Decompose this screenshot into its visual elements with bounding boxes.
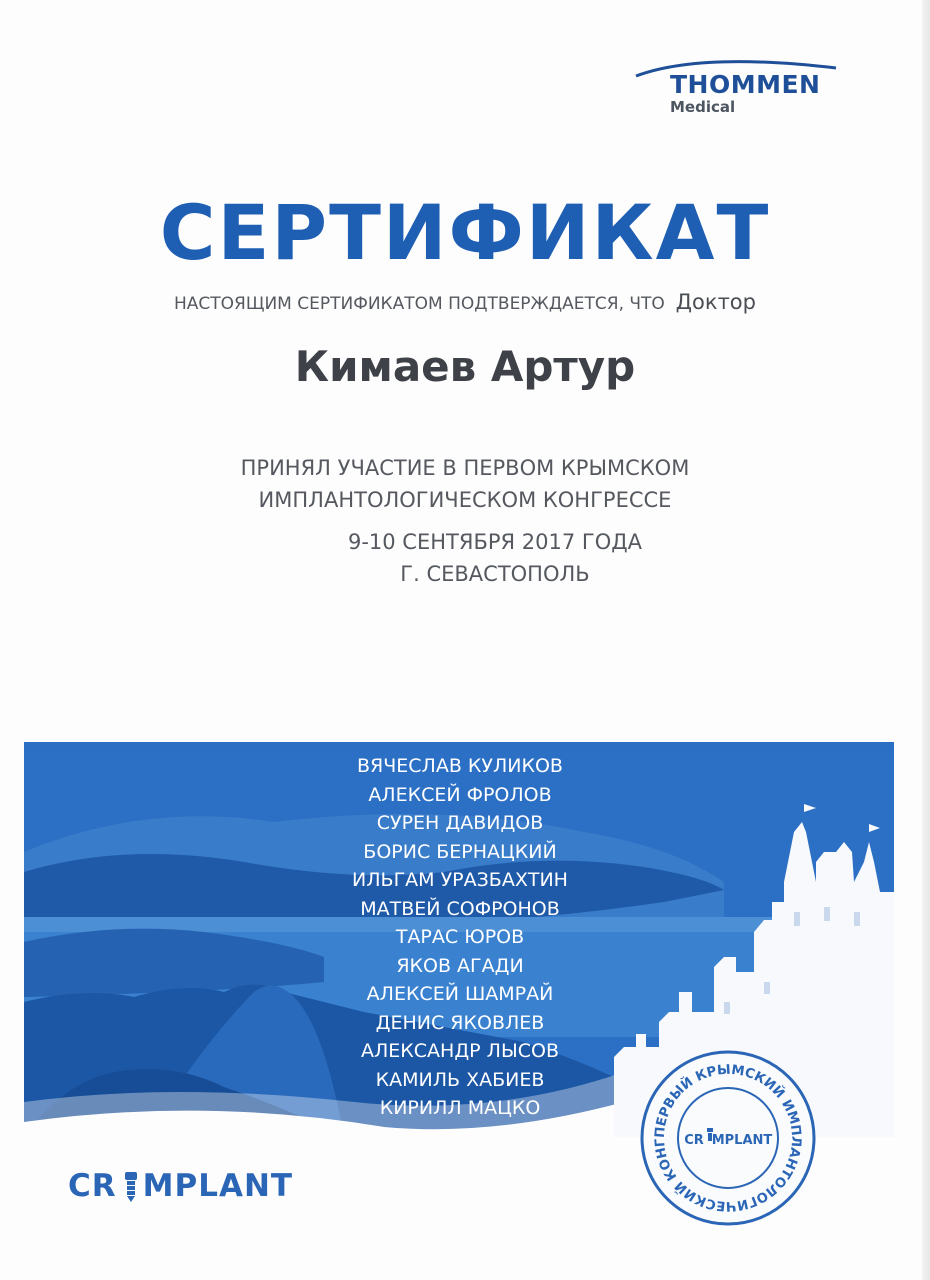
seal-ring-text: ПЕРВЫЙ КРЫМСКИЙ ИМПЛАНТОЛОГИЧЕСКИЙ КОНГ — [652, 1062, 804, 1214]
speakers-list — [250, 752, 670, 1123]
speaker-name: ИЛЬГАМ УРАЗБАХТИН — [352, 869, 568, 891]
speaker-name: ТАРАС ЮРОВ — [395, 926, 525, 948]
speaker-name: ЯКОВ АГАДИ — [396, 954, 524, 977]
speaker-name: АЛЕКСЕЙ ШАМРАЙ — [366, 983, 554, 1005]
speaker-name: КИРИЛЛ МАЦКО — [379, 1097, 541, 1119]
thommen-logo — [630, 50, 850, 120]
seal-center-right: MPLANT — [711, 1133, 773, 1148]
crimplant-logo — [68, 1168, 293, 1204]
logo-sub: Medical — [670, 98, 736, 116]
speaker-name: ВЯЧЕСЛАВ КУЛИКОВ — [357, 755, 563, 777]
seal-center-left: CR — [684, 1133, 704, 1148]
speaker-name: АЛЕКСЕЙ ФРОЛОВ — [368, 783, 552, 806]
speaker-name: ДЕНИС ЯКОВЛЕВ — [375, 1011, 545, 1034]
crimplant-right: MPLANT — [142, 1168, 294, 1204]
subtitle-main: НАСТОЯЩИМ СЕРТИФИКАТОМ ПОДТВЕРЖДАЕТСЯ, ЧТО — [173, 294, 665, 314]
recipient-name: Кимаев Артур — [294, 342, 636, 391]
certificate-title: СЕРТИФИКАТ — [159, 188, 771, 277]
event-city: Г. СЕВАСТОПОЛЬ — [400, 562, 590, 586]
participation-line-2: ИМПЛАНТОЛОГИЧЕСКОМ КОНГРЕССЕ — [258, 488, 672, 512]
certificate-subtitle — [0, 290, 930, 314]
speaker-name: СУРЕН ДАВИДОВ — [376, 812, 544, 834]
congress-seal — [638, 1048, 818, 1228]
speaker-name: АЛЕКСАНДР ЛЫСОВ — [361, 1040, 559, 1062]
logo-brand: THOMMEN — [670, 70, 821, 99]
speaker-name: МАТВЕЙ СОФРОНОВ — [360, 897, 560, 920]
subtitle-doctor: Доктор — [675, 290, 756, 314]
event-date: 9-10 СЕНТЯБРЯ 2017 ГОДА — [347, 530, 643, 554]
speaker-name: КАМИЛЬ ХАБИЕВ — [375, 1068, 545, 1091]
speaker-name: БОРИС БЕРНАЦКИЙ — [363, 840, 557, 863]
crimplant-left: CR — [68, 1168, 117, 1204]
participation-line-1: ПРИНЯЛ УЧАСТИЕ В ПЕРВОМ КРЫМСКОМ — [240, 456, 690, 480]
